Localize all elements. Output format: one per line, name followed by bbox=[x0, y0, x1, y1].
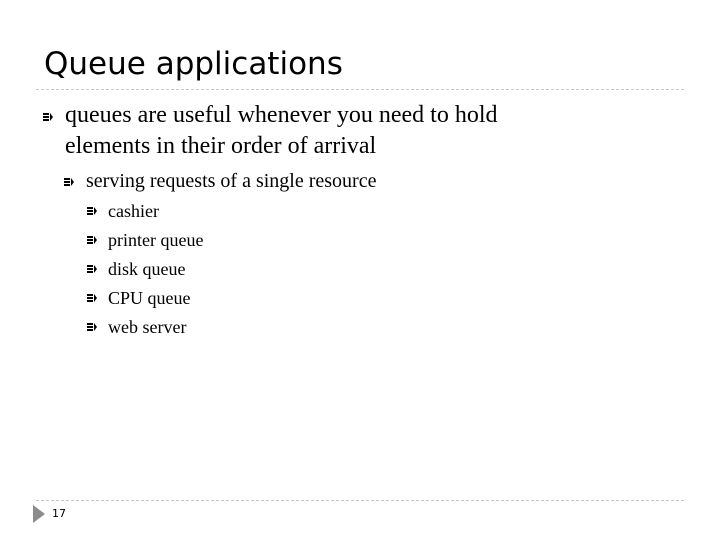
bullet-icon bbox=[63, 178, 74, 187]
bullet-icon bbox=[86, 323, 97, 332]
bullet-icon bbox=[42, 113, 53, 122]
slide-number: 17 bbox=[52, 507, 66, 520]
footer-divider bbox=[36, 500, 684, 501]
bullet-icon bbox=[86, 265, 97, 274]
bullet-icon bbox=[86, 207, 97, 216]
bullet-text-level3: cashier bbox=[108, 201, 159, 221]
bullet-text-level3: disk queue bbox=[108, 259, 186, 279]
bullet-text-level1-line1: queues are useful whenever you need to hold bbox=[65, 102, 498, 128]
bullet-icon bbox=[86, 236, 97, 245]
play-arrow-icon bbox=[33, 505, 45, 523]
bullet-text-level3: web server bbox=[108, 317, 187, 337]
bullet-text-level3: printer queue bbox=[108, 230, 204, 250]
bullet-text-level3: CPU queue bbox=[108, 288, 191, 308]
slide-title: Queue applications bbox=[44, 46, 343, 82]
bullet-text-level1-line2: elements in their order of arrival bbox=[65, 133, 377, 159]
title-divider bbox=[36, 89, 684, 90]
bullet-icon bbox=[86, 294, 97, 303]
bullet-text-level2: serving requests of a single resource bbox=[86, 170, 377, 192]
